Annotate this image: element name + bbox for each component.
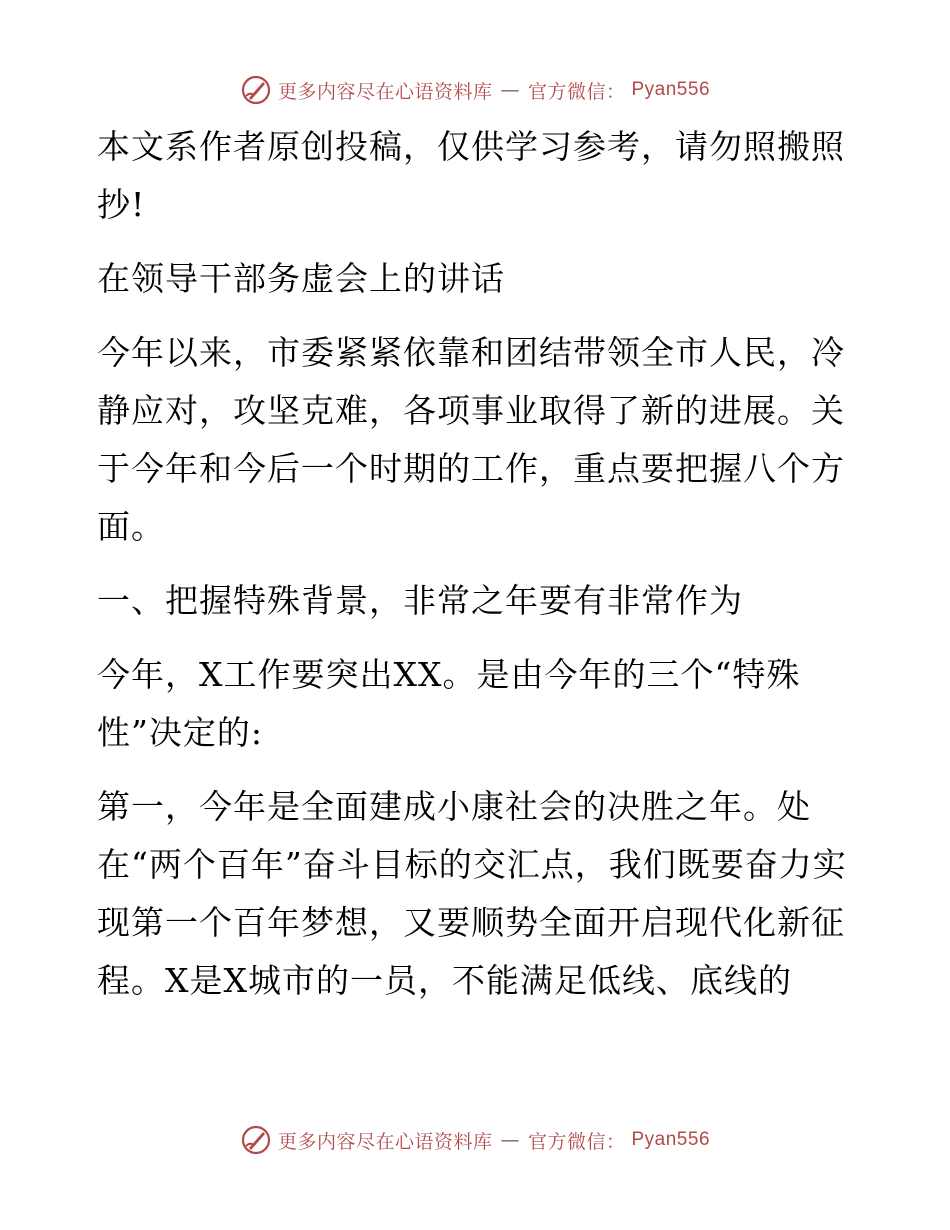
- footer-banner-separator: —: [500, 1129, 520, 1151]
- header-wechat-label: 官方微信：: [527, 80, 626, 103]
- header-banner-text: 更多内容尽在心语资料库: [277, 80, 493, 103]
- header-wechat-id: Pyan556: [631, 79, 711, 100]
- paragraph-first: 第一，今年是全面建成小康社会的决胜之年。处在“两个百年”奋斗目标的交汇点，我们既要奋力实现第一个百年梦想，又要顺势全面开启现代化新征程。X是X城市的一员，不能满足低线、底线的: [97, 787, 847, 1000]
- section-heading-1: 一、把握特殊背景，非常之年要有非常作为: [97, 581, 743, 620]
- paragraph-special: 今年，X工作要突出XX。是由今年的三个“特殊性”决定的:: [97, 655, 801, 752]
- document-body: [97, 118, 867, 1026]
- footer-wechat-label: 官方微信：: [527, 1130, 626, 1153]
- footer-wechat-id: Pyan556: [631, 1129, 711, 1150]
- footer-banner-text: 更多内容尽在心语资料库: [277, 1130, 493, 1153]
- paragraph-intro: 今年以来，市委紧紧依靠和团结带领全市人民，冷静应对，攻坚克难，各项事业取得了新的进展。关于今年和今后一个时期的工作，重点要把握八个方面。: [97, 333, 845, 546]
- header-banner-separator: —: [500, 79, 520, 101]
- quill-pen-logo-icon: [240, 74, 272, 106]
- paragraph-disclaimer: 本文系作者原创投稿，仅供学习参考，请勿照搬照抄!: [97, 127, 845, 224]
- quill-pen-logo-icon: [240, 1124, 272, 1156]
- footer-banner: [0, 1120, 950, 1160]
- header-banner: [0, 70, 950, 110]
- document-title: 在领导干部务虚会上的讲话: [97, 259, 505, 298]
